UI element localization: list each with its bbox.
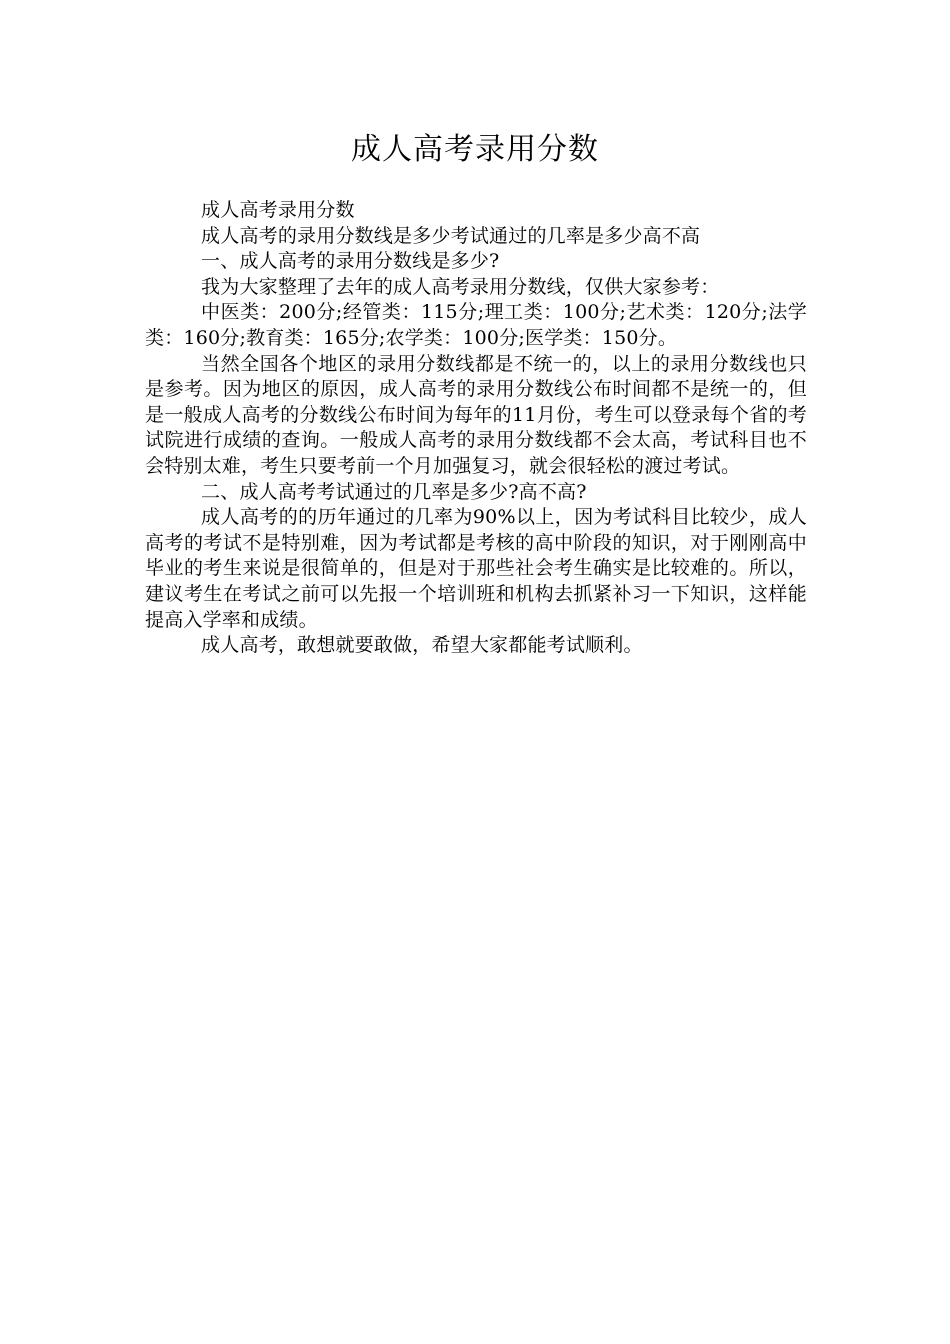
- paragraph-score-list: 中医类：200分;经管类：115分;理工类：100分;艺术类：120分;法学类：160分;教育类：165分;农学类：100分;医学类：150分。: [145, 301, 807, 349]
- paragraph-intro: 我为大家整理了去年的成人高考录用分数线，仅供大家参考：: [201, 275, 720, 298]
- paragraph-pass-rate: 成人高考的的历年通过的几率为90%以上，因为考试科目比较少，成人高考的考试不是特别难，因为考试都是考核的高中阶段的知识，对于刚刚高中毕业的考生来说是很简单的，但是对于那些社会考生确实是比较难的。所以，建议考生在考试之前可以先报一个培训班和机构去抓紧补习一下知识，这样能提高入学率和成绩。: [145, 506, 807, 631]
- paragraph-regional-note: 当然全国各个地区的录用分数线都是不统一的，以上的录用分数线也只是参考。因为地区的原因，成人高考的录用分数线公布时间都不是统一的，但是一般成人高考的分数线公布时间为每年的11月份，考生可以登录每个省的考试院进行成绩的查询。一般成人高考的录用分数线都不会太高，考试科目也不会特别太难，考生只要考前一个月加强复习，就会很轻松的渡过考试。: [145, 352, 807, 477]
- section-heading-1: 一、成人高考的录用分数线是多少?: [201, 250, 500, 273]
- document-title: 成人高考录用分数: [351, 132, 599, 167]
- paragraph-subtitle: 成人高考录用分数: [201, 199, 355, 221]
- paragraph-closing: 成人高考，敢想就要敢做，希望大家都能考试顺利。: [201, 634, 643, 657]
- document-body: [145, 198, 807, 659]
- paragraph-question: 成人高考的录用分数线是多少考试通过的几率是多少高不高: [201, 224, 701, 247]
- section-heading-2: 二、成人高考考试通过的几率是多少?高不高?: [201, 480, 587, 503]
